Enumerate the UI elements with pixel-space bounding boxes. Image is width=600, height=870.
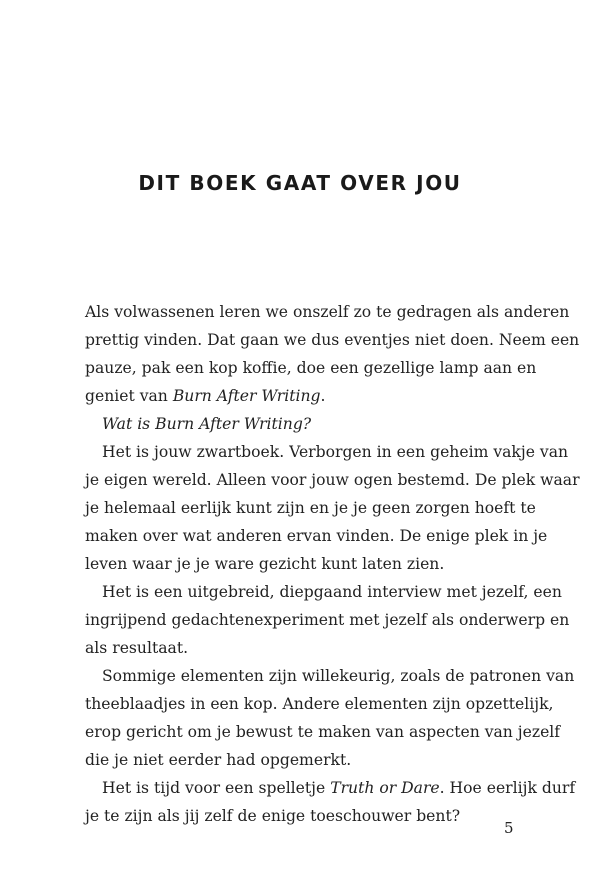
text-segment: .	[320, 387, 326, 405]
page-number: 5	[504, 819, 514, 837]
text-line: Als volwassenen leren we onszelf zo te gedragen als anderen	[85, 303, 570, 321]
text-line: die je niet eerder had opgemerkt.	[85, 751, 352, 769]
text-line: Het is jouw zwartboek. Verborgen in een geheim vakje van	[102, 443, 569, 461]
text-line: leven waar je je ware gezicht kunt laten zien.	[85, 555, 445, 573]
text-segment: geniet van	[85, 387, 173, 405]
text-line: Het is een uitgebreid, diepgaand interview met jezelf, een	[102, 583, 562, 601]
text-line	[85, 410, 525, 438]
text-line: je te zijn als jij zelf de enige toeschouwer bent?	[85, 807, 461, 825]
text-line	[85, 382, 525, 410]
text-line: Sommige elementen zijn willekeurig, zoals de patronen van	[102, 667, 575, 685]
text-line: je eigen wereld. Alleen voor jouw ogen bestemd. De plek waar	[85, 471, 580, 489]
text-line	[85, 774, 576, 802]
text-line: prettig vinden. Dat gaan we dus eventjes niet doen. Neem een	[85, 331, 580, 349]
text-segment: Het is tijd voor een spelletje	[102, 779, 331, 797]
text-line: theeblaadjes in een kop. Andere elementen zijn opzettelijk,	[85, 695, 554, 713]
text-line: als resultaat.	[85, 639, 189, 657]
text-segment: . Hoe eerlijk durf	[439, 779, 576, 797]
body-text	[85, 298, 580, 830]
text-line: ingrijpend gedachtenexperiment met jezelf als onderwerp en	[85, 611, 570, 629]
italic-title: Truth or Dare	[330, 779, 440, 797]
text-line: maken over wat anderen ervan vinden. De enige plek in je	[85, 527, 548, 545]
text-line: pauze, pak een kop koffie, doe een gezellige lamp aan en	[85, 359, 537, 377]
text-line: je helemaal eerlijk kunt zijn en je je geen zorgen hoeft te	[85, 499, 536, 517]
text-line: erop gericht om je bewust te maken van aspecten van jezelf	[85, 723, 561, 741]
chapter-title: DIT BOEK GAAT OVER JOU	[138, 171, 462, 195]
italic-title: Burn After Writing	[172, 387, 321, 405]
italic-question: Wat is Burn After Writing?	[102, 415, 312, 433]
